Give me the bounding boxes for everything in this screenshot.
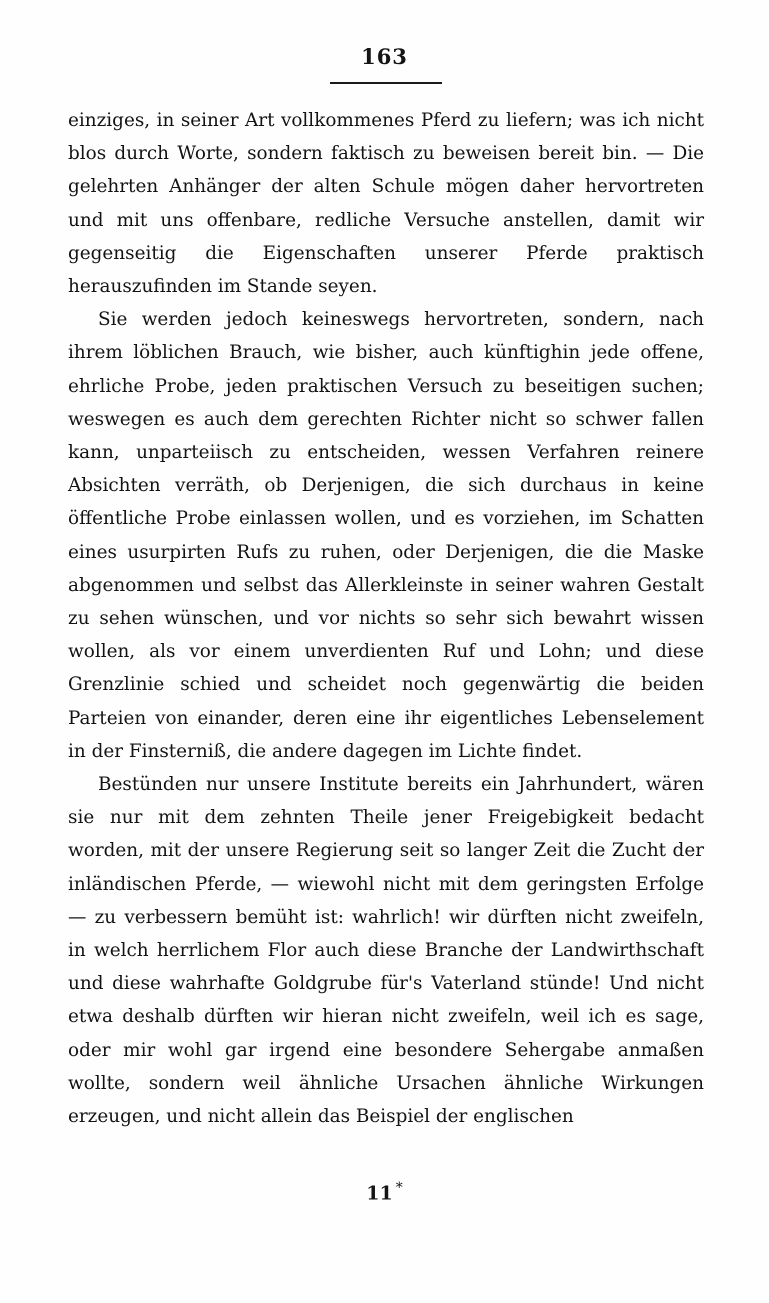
signature-asterisk: *: [395, 1180, 403, 1196]
paragraph: Sie werden jedoch keineswegs hervortreten, sondern, nach ihrem löblichen Brauch, wie bisher, auch künftighin jede offene, ehrliche Probe, jeden praktischen Versuch zu beseitigen suchen; weswegen es auch dem gerechten Richter nicht so schwer fallen kann, unparteiisch zu entscheiden, wessen Verfahren reinere Absichten verräth, ob Derjenigen, die sich durchaus in keine öffentliche Probe einlassen wollen, und es vorziehen, im Schatten eines usurpirten Rufs zu ruhen, oder Derjenigen, die die Maske abgenommen und selbst das Allerkleinste in seiner wahren Gestalt zu sehen wünschen, und vor nichts so sehr sich bewahrt wissen wollen, als vor einem unverdienten Ruf und Lohn; und diese Grenzlinie schied und scheidet noch gegenwärtig die beiden Parteien von einander, deren eine ihr eigentliches Lebenselement in der Finsterniß, die andere dagegen im Lichte findet.: [68, 309, 704, 762]
paragraph: einziges, in seiner Art vollkommenes Pferd zu liefern; was ich nicht blos durch Worte, sondern faktisch zu beweisen bereit bin. — Die gelehrten Anhänger der alten Schule mögen daher hervortreten und mit uns offenbare, redliche Versuche anstellen, damit wir gegenseitig die Eigenschaften unserer Pferde praktisch herauszufinden im Stande seyen.: [68, 110, 704, 298]
page-number: 163: [361, 44, 408, 69]
paragraph: Bestünden nur unsere Institute bereits ein Jahrhundert, wären sie nur mit dem zehnten Theile jener Freigebigkeit bedacht worden, mit der unsere Regierung seit so langer Zeit die Zucht der inländischen Pferde, — wiewohl nicht mit dem geringsten Erfolge — zu verbessern bemüht ist: wahrlich! wir dürften nicht zweifeln, in welch herrlichem Flor auch diese Branche der Landwirthschaft und diese wahrhafte Goldgrube für's Vaterland stünde! Und nicht etwa deshalb dürften wir hieran nicht zweifeln, weil ich es sage, oder mir wohl gar irgend eine besondere Sehergabe anmaßen wollte, sondern weil ähnliche Ursachen ähnliche Wirkungen erzeugen, und nicht allein das Beispiel der englischen: [68, 774, 704, 1128]
body-text: [68, 104, 704, 1133]
catchline: [0, 1180, 769, 1204]
signature-mark: 11: [366, 1182, 393, 1205]
header-rule: [330, 82, 442, 84]
